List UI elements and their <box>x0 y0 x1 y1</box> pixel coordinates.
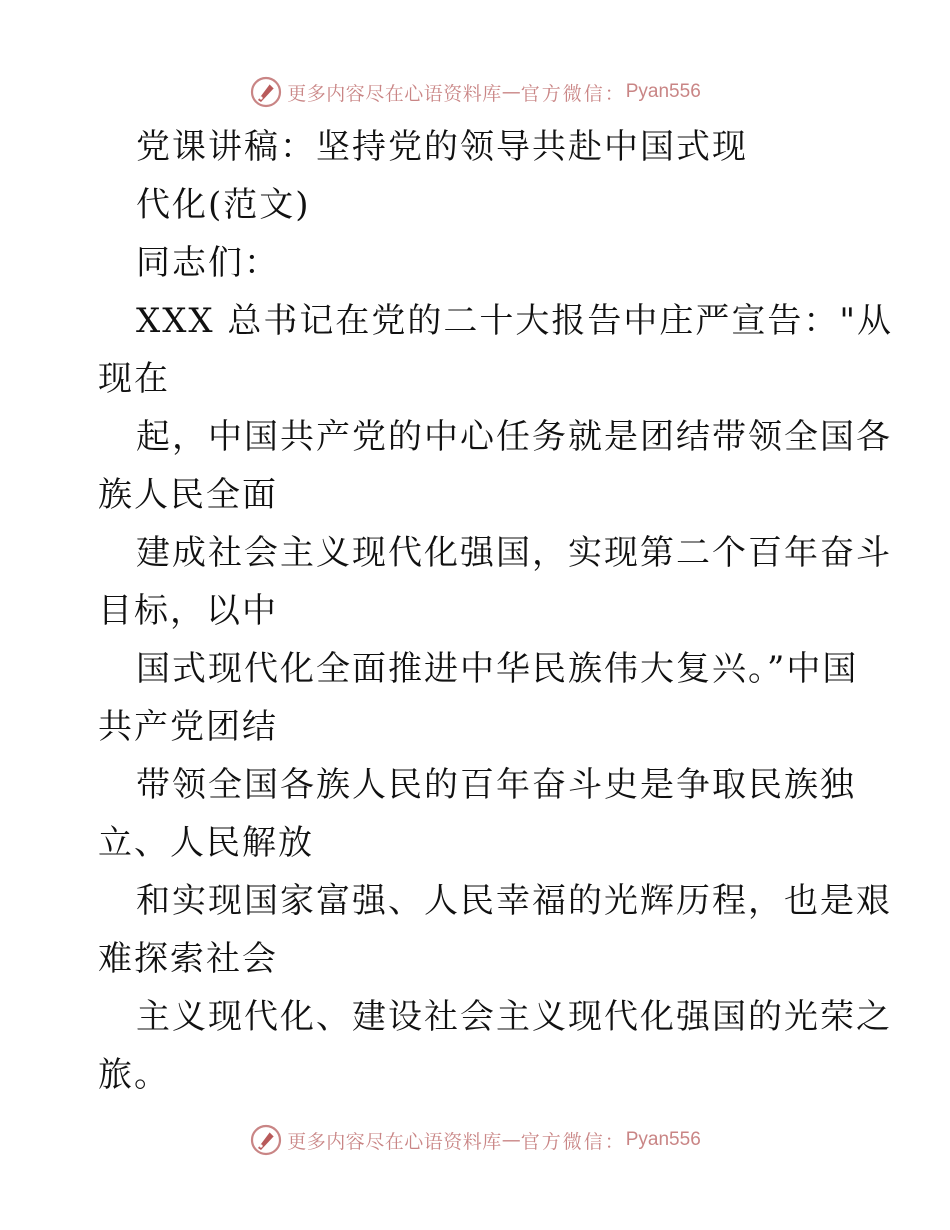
paragraph-line: 现在 <box>98 359 170 399</box>
document-title-line-2: 代化(范文) <box>136 185 311 225</box>
paragraph-line: 难探索社会 <box>98 939 278 979</box>
watermark-wechat-label: 官方微信： <box>520 82 626 105</box>
watermark-wechat-id: Pyan556 <box>625 1129 701 1150</box>
paragraph-line: 和实现国家富强、人民幸福的光辉历程，也是艰 <box>136 881 892 921</box>
header-watermark <box>0 72 950 112</box>
paragraph-line: 立、人民解放 <box>98 823 314 863</box>
watermark-separator: — <box>501 81 521 103</box>
watermark-wechat-label: 官方微信： <box>520 1130 626 1153</box>
document-title-line-1: 党课讲稿：坚持党的领导共赴中国式现 <box>136 127 748 167</box>
paragraph-line: 带领全国各族人民的百年奋斗史是争取民族独 <box>136 765 856 805</box>
paragraph-line: XXX 总书记在党的二十大报告中庄严宣告："从 <box>136 301 894 341</box>
paragraph-line: 建成社会主义现代化强国，实现第二个百年奋斗 <box>136 533 892 573</box>
document-salutation: 同志们： <box>136 243 280 283</box>
document-body <box>98 118 894 1104</box>
paragraph-line: 主义现代化、建设社会主义现代化强国的光荣之 <box>136 997 892 1037</box>
paragraph-line: 族人民全面 <box>98 475 278 515</box>
pen-nib-logo-icon <box>249 1123 283 1157</box>
watermark-wechat-id: Pyan556 <box>625 81 701 102</box>
paragraph-line: 旅。 <box>98 1055 170 1095</box>
pen-nib-logo-icon <box>249 75 283 109</box>
watermark-main-text: 更多内容尽在心语资料库 <box>287 1130 502 1153</box>
paragraph-line: 起，中国共产党的中心任务就是团结带领全国各 <box>136 417 892 457</box>
watermark-separator: — <box>501 1129 521 1151</box>
paragraph-line: 共产党团结 <box>98 707 278 747</box>
paragraph-line: 目标，以中 <box>98 591 278 631</box>
paragraph-line: 国式现代化全面推进中华民族伟大复兴。”中国 <box>136 649 859 689</box>
footer-watermark <box>0 1120 950 1160</box>
watermark-main-text: 更多内容尽在心语资料库 <box>287 82 502 105</box>
